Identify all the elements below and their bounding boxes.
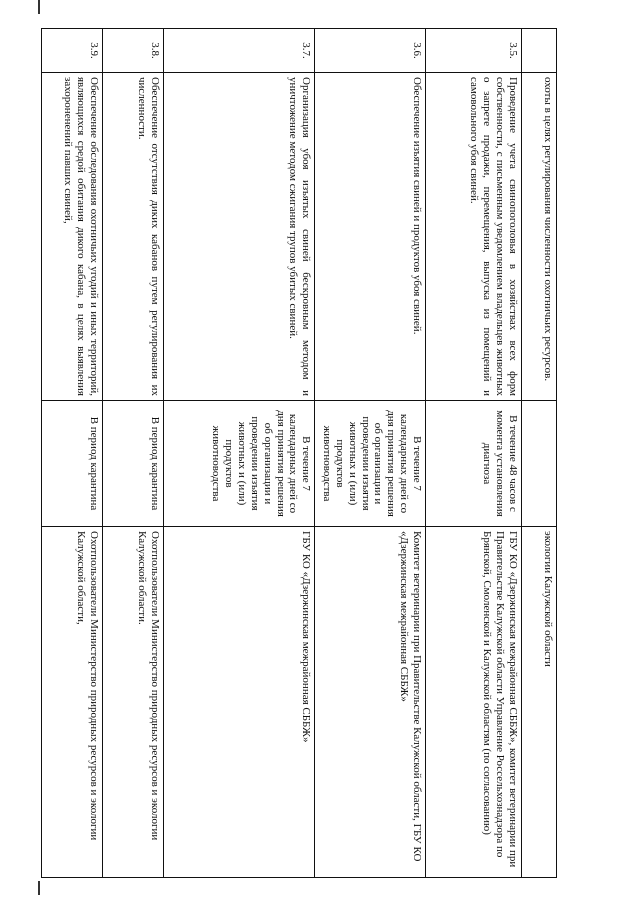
row-number: 3.6. bbox=[315, 29, 426, 73]
measure-text: Проведение учета свинопоголовья в хозяйствах всех форм собственности, с письменным уведомлением владельцев животных о запрете продажи, перемещения, выпуска из помещений и самовольного убоя свиней. bbox=[426, 73, 522, 401]
row-number: 3.9. bbox=[42, 29, 103, 73]
measure-text: охоты в целях регулирования численности охотничьих ресурсов. bbox=[522, 73, 557, 401]
rotated-page bbox=[41, 28, 557, 878]
deadline-text: В течение 7 календарных дней со дня принятия решения об организации и проведении изъятия животных и (или) продуктов животноводства bbox=[164, 401, 315, 527]
deadline-text: В период карантина bbox=[103, 401, 164, 527]
scan-mark-bottom bbox=[38, 881, 40, 895]
table-row bbox=[426, 29, 522, 878]
responsible-text: Комитет ветеринарии при Правительстве Калужской области, ГБУ КО «Дзержинская межрайонная СББЖ» bbox=[315, 527, 426, 878]
table-row bbox=[522, 29, 557, 878]
table-row bbox=[315, 29, 426, 878]
responsible-text: Охотпользователи Министерство природных ресурсов и экологии Калужской области, bbox=[42, 527, 103, 878]
row-number: 3.7. bbox=[164, 29, 315, 73]
deadline-text bbox=[522, 401, 557, 527]
responsible-text: экологии Калужской области bbox=[522, 527, 557, 878]
row-number bbox=[522, 29, 557, 73]
measure-text: Обеспечение обследования охотничьих угодий и иных территорий, являющихся средой обитания дикого кабана, в целях выявления захороненений павших свиней, bbox=[42, 73, 103, 401]
responsible-text: Охотпользователи Министерство природных ресурсов и экологии Калужской области. bbox=[103, 527, 164, 878]
deadline-text: В период карантина bbox=[42, 401, 103, 527]
responsible-text: ГБУ КО «Дзержинская межрайонная СББЖ» bbox=[164, 527, 315, 878]
measure-text: Обеспечение изъятия свиней и продуктов убоя свиней. bbox=[315, 73, 426, 401]
row-number: 3.5. bbox=[426, 29, 522, 73]
measure-text: Организация убоя изъятых свиней бескровным методом и уничтожение методом сжигания трупов убитых свиней. bbox=[164, 73, 315, 401]
table-row bbox=[42, 29, 103, 878]
deadline-text: В течение 48 часов с момента установления диагноза bbox=[426, 401, 522, 527]
deadline-text: В течение 7 календарных дней со дня принятия решения об организации и проведении изъятия животных и (или) продуктов животноводства bbox=[315, 401, 426, 527]
measures-table bbox=[41, 28, 557, 878]
scan-mark-top bbox=[38, 0, 40, 14]
responsible-text: ГБУ КО «Дзержинская межрайонная СББЖ», комитет ветеринарии при Правительстве Калужской области Управление Россельхознадзора по Брянской, Смоленской и Калужской областям (по согласованию) bbox=[426, 527, 522, 878]
table-row bbox=[103, 29, 164, 878]
measure-text: Обеспечение отсутствия диких кабанов путем регулирования их численности. bbox=[103, 73, 164, 401]
row-number: 3.8. bbox=[103, 29, 164, 73]
table-row bbox=[164, 29, 315, 878]
